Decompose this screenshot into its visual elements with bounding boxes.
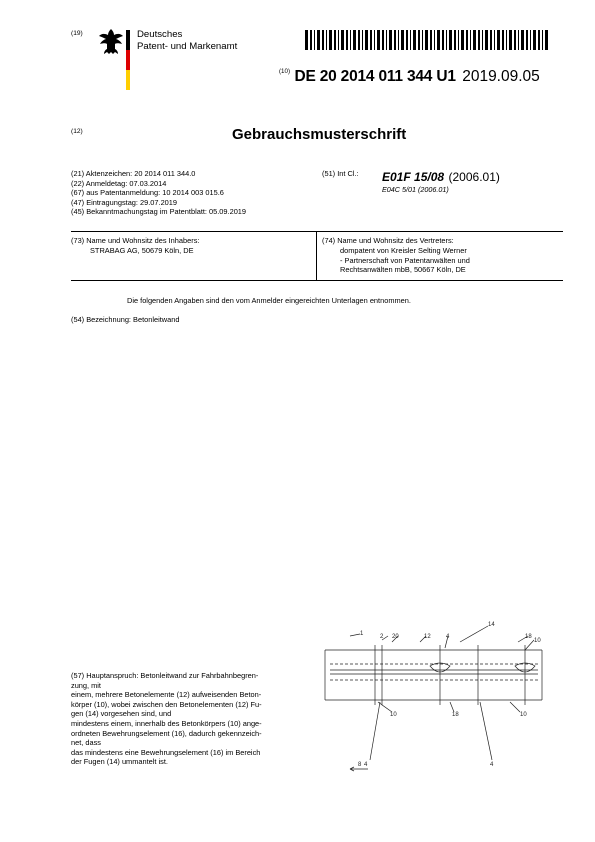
code-19: (19) bbox=[71, 30, 83, 37]
drawing-label: 2 bbox=[380, 634, 384, 640]
office-name bbox=[137, 29, 237, 52]
claim-line: net, dass bbox=[71, 738, 101, 748]
barcode-bar bbox=[473, 30, 476, 50]
barcode-bar bbox=[418, 30, 420, 50]
claim-line: zung, mit bbox=[71, 680, 101, 690]
barcode-bar bbox=[545, 30, 548, 50]
claim-line: das mindestens eine Bewehrungselement (16) im Bereich bbox=[71, 747, 261, 757]
representative-label: (74) Name und Wohnsitz des Vertreters: bbox=[322, 236, 454, 245]
representative-lines bbox=[340, 246, 470, 275]
barcode-bar bbox=[502, 30, 504, 50]
drawing-label: 4 bbox=[490, 762, 494, 768]
drawing-label: 12 bbox=[424, 634, 431, 640]
barcode-bar bbox=[410, 30, 411, 50]
biblio-application-number: (21) Aktenzeichen: 20 2014 011 344.0 bbox=[71, 169, 196, 178]
int-cl-secondary: E04C 5/01 (2006.01) bbox=[382, 185, 449, 194]
barcode-bar bbox=[346, 30, 348, 50]
claim-line: mindestens einem, innerhalb des Betonkörpers (10) ange- bbox=[71, 718, 262, 728]
barcode-bar bbox=[386, 30, 387, 50]
barcode-bar bbox=[394, 30, 396, 50]
drawing-label: 4 bbox=[364, 762, 368, 768]
barcode-bar bbox=[350, 30, 351, 50]
title-line: (54) Bezeichnung: Betonleitwand bbox=[71, 315, 180, 324]
barcode-bar bbox=[494, 30, 495, 50]
barcode-bar bbox=[338, 30, 339, 50]
barcode-bar bbox=[490, 30, 492, 50]
barcode-bar bbox=[365, 30, 368, 50]
claim-line: körper (10), wobei zwischen den Betonelementen (12) Fu- bbox=[71, 699, 262, 709]
barcode-bar bbox=[430, 30, 432, 50]
barcode-bar bbox=[406, 30, 408, 50]
biblio-registration-date: (47) Eintragungstag: 29.07.2019 bbox=[71, 197, 178, 207]
representative-line-2: - Partnerschaft von Patentanwälten und bbox=[340, 255, 470, 265]
box-top-rule bbox=[71, 231, 563, 232]
box-divider bbox=[316, 231, 317, 280]
barcode-bar bbox=[310, 30, 312, 50]
barcode-bar bbox=[485, 30, 488, 50]
notice-text: Die folgenden Angaben sind den vom Anmelder eingereichten Unterlagen entnommen. bbox=[127, 296, 411, 305]
claim-line: gen (14) vorgesehen sind, und bbox=[71, 709, 172, 719]
barcode-bar bbox=[353, 30, 356, 50]
barcode-bar bbox=[454, 30, 456, 50]
barcode-bar bbox=[458, 30, 459, 50]
barcode-bar bbox=[478, 30, 480, 50]
barcode-bar bbox=[442, 30, 444, 50]
office-name-line1: Deutsches bbox=[137, 29, 183, 40]
int-cl-main bbox=[382, 168, 500, 186]
biblio-publication-date: (45) Bekanntmachungstag im Patentblatt: 05.09.2019 bbox=[71, 207, 247, 217]
biblio-filing-date: (22) Anmeldetag: 07.03.2014 bbox=[71, 178, 167, 188]
publication-date: 2019.09.05 bbox=[462, 68, 540, 85]
claim-line: (57) Hauptanspruch: Betonleitwand zur Fahrbahnbegren- bbox=[71, 671, 259, 680]
barcode-bar bbox=[398, 30, 399, 50]
barcode-bar bbox=[449, 30, 452, 50]
drawing-label: 10 bbox=[390, 712, 397, 718]
int-cl-main-code: E01F 15/08 bbox=[382, 170, 445, 184]
drawing-label: 8 bbox=[358, 762, 362, 768]
barcode-bar bbox=[533, 30, 536, 50]
barcode-bar bbox=[358, 30, 360, 50]
claim-line: einem, mehrere Betonelemente (12) aufweisenden Beton- bbox=[71, 690, 262, 700]
barcode-bar bbox=[334, 30, 336, 50]
drawing-label: 18 bbox=[525, 634, 532, 640]
barcode-bar bbox=[437, 30, 440, 50]
barcode-bar bbox=[422, 30, 423, 50]
barcode-bar bbox=[425, 30, 428, 50]
barcode bbox=[305, 30, 551, 50]
barcode-bar bbox=[389, 30, 392, 50]
code-12: (12) bbox=[71, 128, 83, 135]
barcode-bar bbox=[377, 30, 380, 50]
representative-line-3: Rechtsanwälten mbB, 50667 Köln, DE bbox=[340, 265, 466, 275]
publication-number: DE 20 2014 011 344 U1 bbox=[294, 68, 456, 85]
drawing-label: 14 bbox=[488, 622, 495, 628]
barcode-bar bbox=[521, 30, 524, 50]
barcode-bar bbox=[326, 30, 327, 50]
int-cl-main-year: (2006.01) bbox=[448, 170, 500, 184]
barcode-bar bbox=[314, 30, 315, 50]
code-10: (10) bbox=[279, 68, 291, 75]
barcode-bar bbox=[470, 30, 471, 50]
barcode-bar bbox=[374, 30, 375, 50]
barcode-bar bbox=[466, 30, 468, 50]
drawing-label: 10 bbox=[534, 638, 541, 644]
bibliographic-list bbox=[71, 169, 246, 217]
barcode-bar bbox=[506, 30, 507, 50]
barcode-bar bbox=[413, 30, 416, 50]
barcode-bar bbox=[514, 30, 516, 50]
publication-line bbox=[279, 68, 540, 86]
drawing-label: 4 bbox=[446, 634, 450, 640]
barcode-bar bbox=[362, 30, 363, 50]
barcode-bar bbox=[317, 30, 320, 50]
int-cl-label: (51) Int Cl.: bbox=[322, 169, 359, 178]
owner-value: STRABAG AG, 50679 Köln, DE bbox=[90, 246, 194, 255]
barcode-bar bbox=[329, 30, 332, 50]
drawing-label: 20 bbox=[392, 634, 399, 640]
barcode-bar bbox=[341, 30, 344, 50]
barcode-bar bbox=[401, 30, 404, 50]
drawing-label: 18 bbox=[452, 712, 459, 718]
barcode-bar bbox=[538, 30, 540, 50]
barcode-bar bbox=[497, 30, 500, 50]
barcode-bar bbox=[518, 30, 519, 50]
drawing-label: 10 bbox=[520, 712, 527, 718]
flag-bar bbox=[126, 30, 130, 90]
office-name-line2: Patent- und Markenamt bbox=[137, 40, 238, 52]
barcode-bar bbox=[382, 30, 384, 50]
claim-line: der Fugen (14) ummantelt ist. bbox=[71, 757, 168, 767]
barcode-bar bbox=[461, 30, 464, 50]
barcode-bar bbox=[542, 30, 543, 50]
document-type: Gebrauchsmusterschrift bbox=[232, 126, 407, 143]
barcode-bar bbox=[482, 30, 483, 50]
representative-line-1: dompatent von Kreisler Selting Werner bbox=[340, 246, 467, 255]
claim-line: ordneten Bewehrungselement (16), dadurch gekennzeich- bbox=[71, 728, 262, 738]
biblio-parent-application: (67) aus Patentanmeldung: 10 2014 003 015.6 bbox=[71, 188, 224, 198]
barcode-bar bbox=[509, 30, 512, 50]
patent-drawing bbox=[320, 620, 550, 780]
box-bottom-rule bbox=[71, 280, 563, 281]
barcode-bar bbox=[446, 30, 447, 50]
barcode-bar bbox=[530, 30, 531, 50]
federal-eagle-logo bbox=[98, 28, 124, 56]
barcode-bar bbox=[305, 30, 308, 50]
barcode-bar bbox=[322, 30, 324, 50]
owner-label: (73) Name und Wohnsitz des Inhabers: bbox=[71, 236, 200, 245]
barcode-bar bbox=[434, 30, 435, 50]
main-claim bbox=[71, 671, 309, 767]
barcode-bar bbox=[526, 30, 528, 50]
drawing-label: 1 bbox=[360, 631, 364, 637]
barcode-bar bbox=[370, 30, 372, 50]
